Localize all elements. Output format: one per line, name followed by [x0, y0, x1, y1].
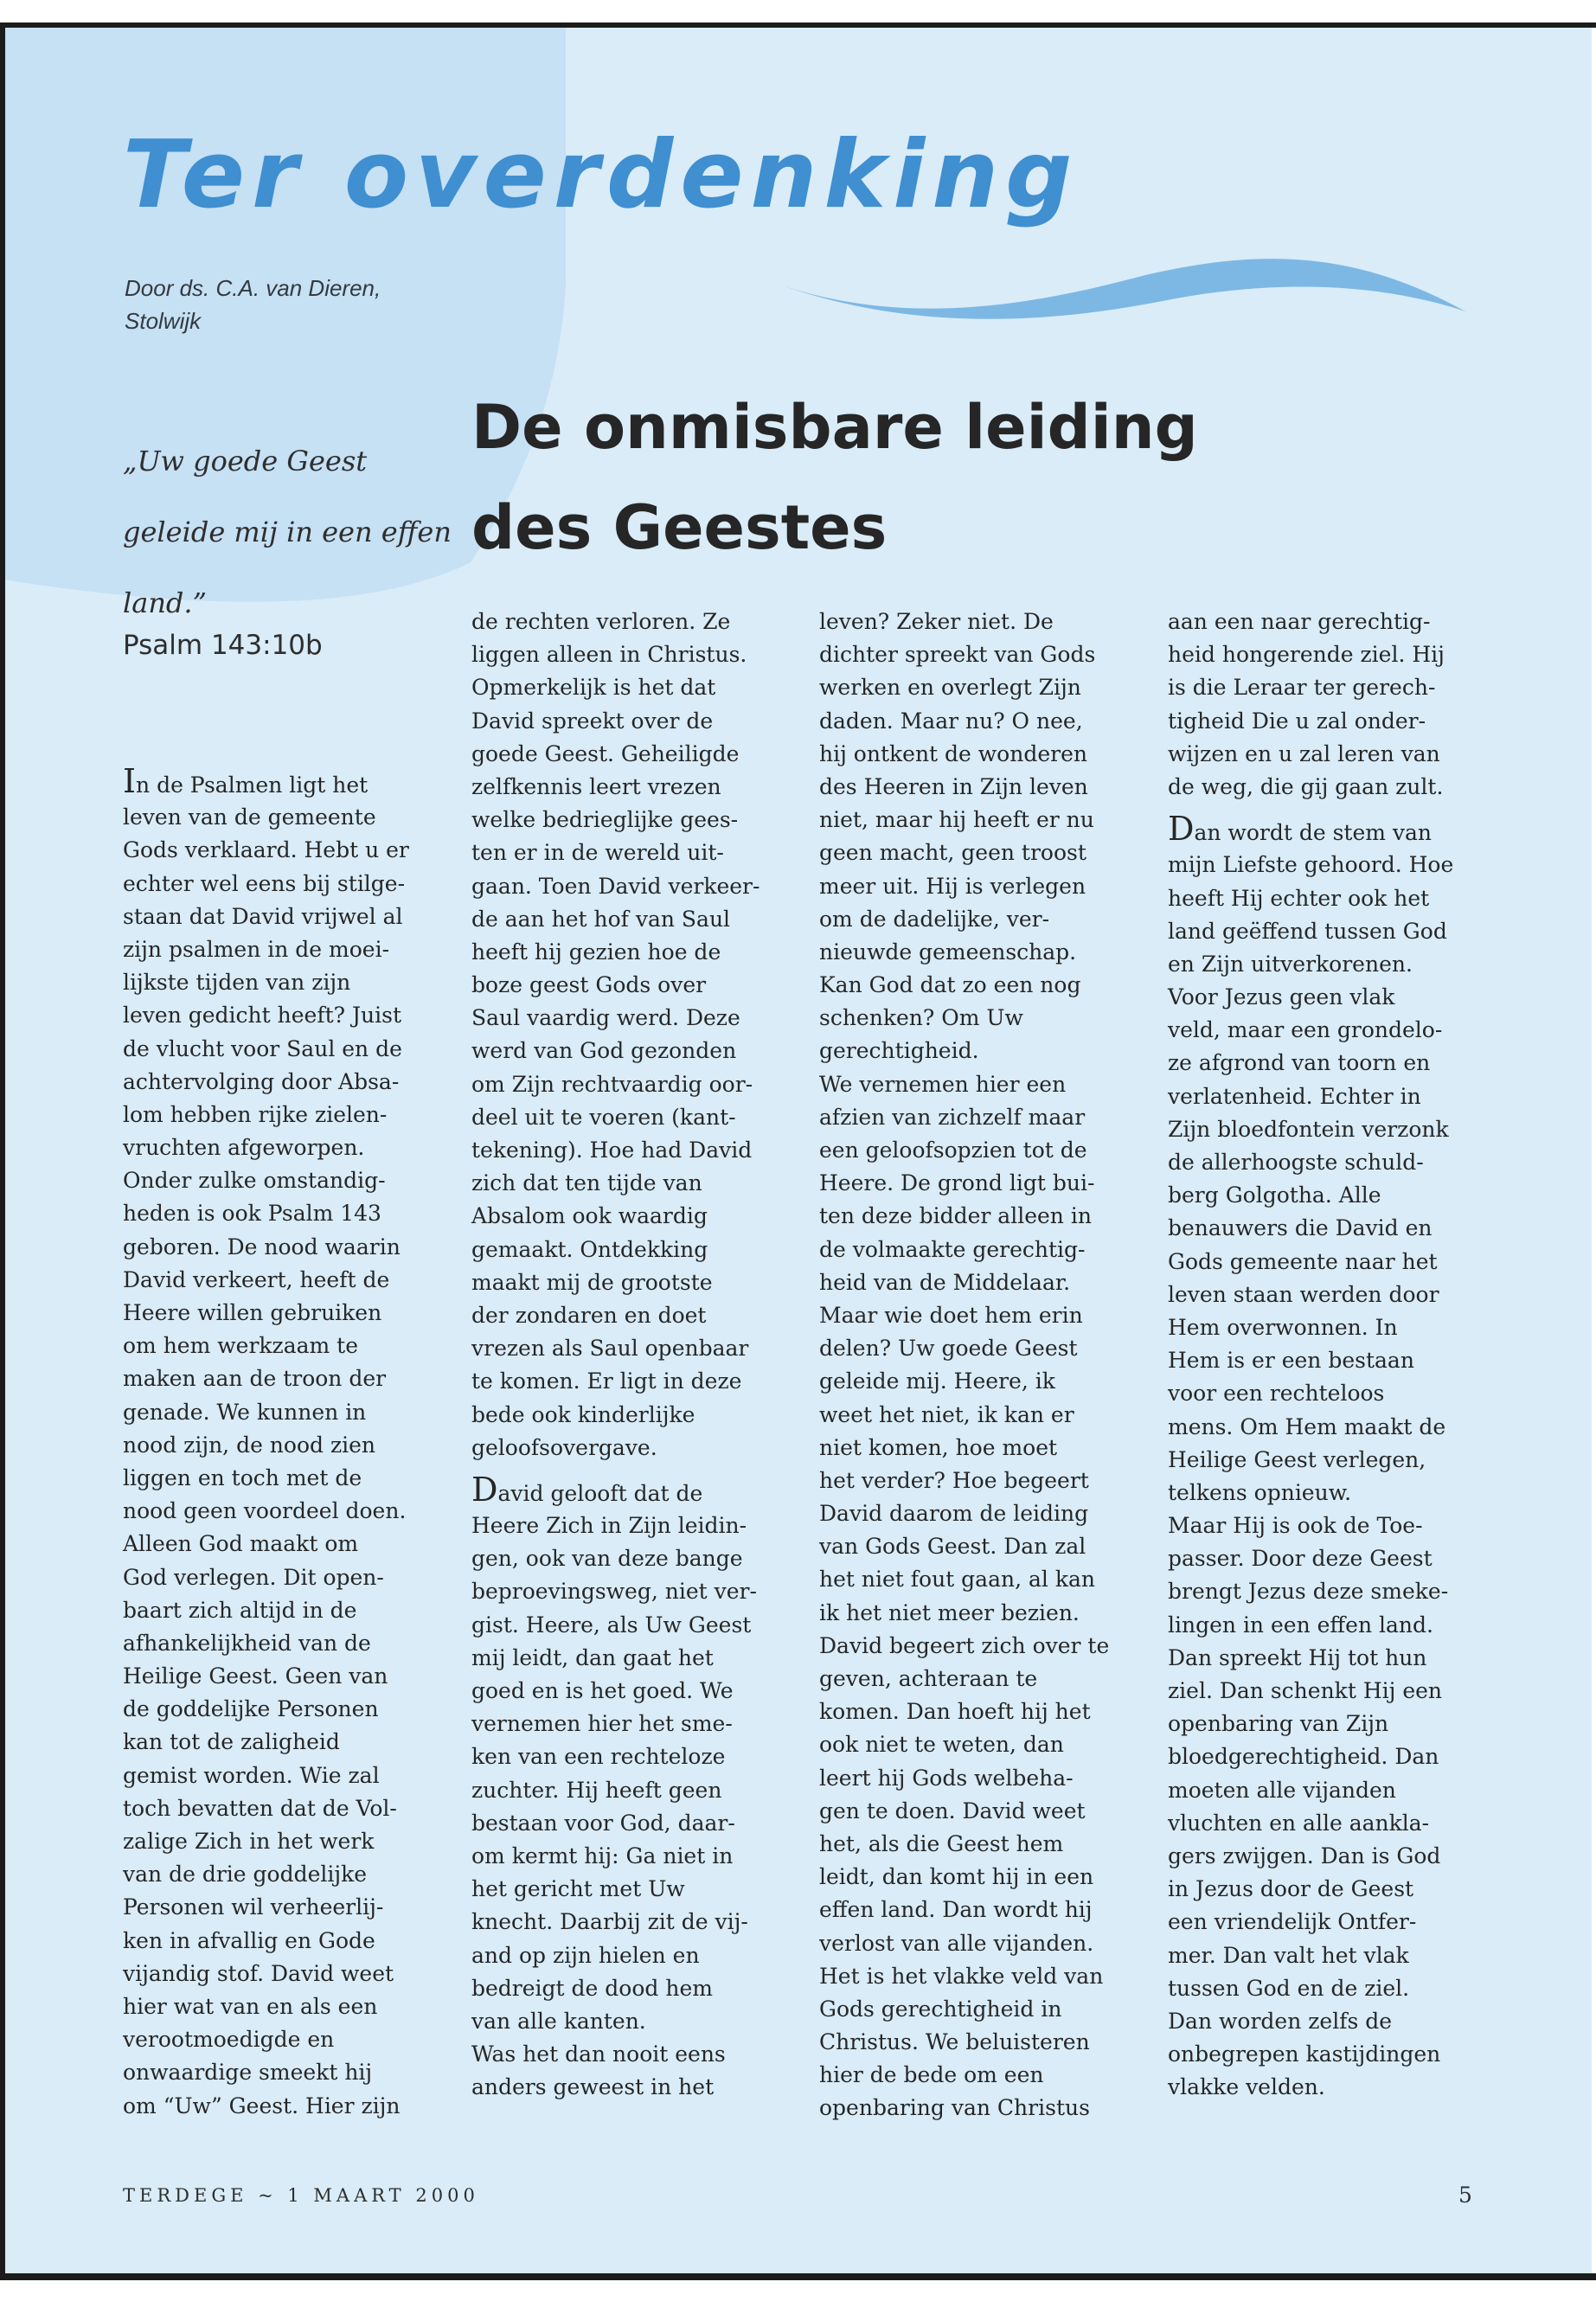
text-line: beproevingsweg, niet ver-: [471, 1579, 757, 1605]
text-line: moeten alle vijanden: [1168, 1777, 1396, 1803]
text-line: gen, ook van deze bange: [471, 1546, 743, 1572]
text-line: David gelooft dat de: [471, 1470, 703, 1509]
text-line: de rechten verloren. Ze: [471, 609, 731, 634]
text-line: verlost van alle vijanden.: [819, 1930, 1094, 1956]
text-line: Heilige Geest verlegen,: [1168, 1446, 1426, 1472]
drop-capital: D: [1168, 810, 1195, 849]
text-line: het niet fout gaan, al kan: [819, 1567, 1095, 1593]
drop-capital: D: [471, 1470, 498, 1509]
text-line: bede ook kinderlijke: [471, 1401, 695, 1427]
text-line: passer. Door deze Geest: [1168, 1546, 1433, 1572]
text-line: geen macht, geen troost: [819, 840, 1086, 866]
text-line: Kan God dat zo een nog: [819, 972, 1081, 998]
article-column-4: [1168, 606, 1512, 2104]
text-line: lom hebben rijke zielen-: [123, 1101, 388, 1127]
text-line: hier wat van en als een: [123, 1993, 378, 2019]
byline-line: Stolwijk: [125, 308, 202, 334]
text-line: niet komen, hoe moet: [819, 1434, 1058, 1460]
text-line: leven gedicht heeft? Juist: [123, 1003, 401, 1029]
text-line: geleide mij. Heere, ik: [819, 1368, 1055, 1394]
text-line: om de dadelijke, ver-: [819, 906, 1050, 932]
text-line: der zondaren en doet: [471, 1302, 707, 1328]
text-line: maken aan de troon der: [123, 1366, 387, 1392]
text-line: boze geest Gods over: [471, 972, 707, 998]
text-line: om kermt hij: Ga niet in: [471, 1843, 734, 1868]
title-line: De onmisbare leiding: [471, 392, 1198, 463]
text-line: openbaring van Christus: [819, 2095, 1090, 2121]
text-line: van Gods Geest. Dan zal: [819, 1534, 1086, 1560]
text-line: brengt Jezus deze smeke-: [1168, 1579, 1449, 1605]
scan-border-left: [0, 22, 5, 2280]
text-line: te komen. Er ligt in deze: [471, 1368, 742, 1394]
text-line: van alle kanten.: [471, 2008, 646, 2034]
quote-line: land.”: [123, 586, 207, 619]
text-line: tigheid Die u zal onder-: [1168, 708, 1426, 734]
text-line: om Zijn rechtvaardig oor-: [471, 1071, 753, 1097]
text-line: Alleen God maakt om: [123, 1531, 359, 1557]
text-line: ken in afvallig en Gode: [123, 1927, 375, 1953]
text-line: leven van de gemeente: [123, 804, 376, 830]
text-line: werken en overlegt Zijn: [819, 675, 1081, 701]
text-line: Voor Jezus geen vlak: [1168, 984, 1395, 1010]
text-line: telkens opnieuw.: [1168, 1479, 1352, 1505]
text-line: verlatenheid. Echter in: [1168, 1083, 1421, 1109]
text-line: en Zijn uitverkorenen.: [1168, 951, 1413, 977]
text-line: bestaan voor God, daar-: [471, 1810, 735, 1836]
text-line: dichter spreekt van Gods: [819, 642, 1096, 668]
text-line: zalige Zich in het werk: [123, 1829, 375, 1854]
text-line: ten er in de wereld uit-: [471, 840, 724, 866]
text-line: niet, maar hij heeft er nu: [819, 807, 1094, 833]
text-line: zijn psalmen in de moei-: [123, 936, 390, 962]
text-line: leert hij Gods welbeha-: [819, 1765, 1074, 1791]
article-column-2: [471, 606, 816, 2104]
quote-line: geleide mij in een effen: [123, 516, 452, 548]
text-line: Het is het vlakke veld van: [819, 1963, 1104, 1989]
text-line: lijkste tijden van zijn: [123, 970, 351, 996]
text-line: onbegrepen kastijdingen: [1168, 2041, 1441, 2067]
text-line: Onder zulke omstandig-: [123, 1168, 386, 1194]
text-line: afzien van zichzelf maar: [819, 1104, 1086, 1130]
text-line: aan een naar gerechtig-: [1168, 609, 1431, 634]
text-line: ook niet te weten, dan: [819, 1732, 1064, 1758]
title-line: des Geestes: [471, 492, 888, 563]
text-line: bloedgerechtigheid. Dan: [1168, 1744, 1439, 1770]
text-line: des Heeren in Zijn leven: [819, 773, 1088, 799]
text-line: Dan worden zelfs de: [1168, 2008, 1393, 2034]
text-line: anders geweest in het: [471, 2074, 715, 2100]
text-line: liggen alleen in Christus.: [471, 642, 747, 668]
text-line: is die Leraar ter gerech-: [1168, 675, 1436, 701]
text-line: Hem overwonnen. In: [1168, 1314, 1398, 1340]
text-line: liggen en toch met de: [123, 1465, 362, 1490]
text-line: Maar wie doet hem erin: [819, 1302, 1083, 1328]
text-line: de allerhoogste schuld-: [1168, 1150, 1424, 1175]
text-line: Personen wil verheerlij-: [123, 1894, 384, 1920]
text-line: heid hongerende ziel. Hij: [1168, 642, 1445, 668]
text-line: Heere willen gebruiken: [123, 1300, 382, 1325]
wave-swoosh: [782, 259, 1465, 319]
footer-publication: TERDEGE ~ 1 MAART 2000: [123, 2185, 479, 2206]
text-line: voor een rechteloos: [1168, 1381, 1385, 1407]
page-number: 5: [1458, 2182, 1472, 2208]
paragraph-gap: [471, 1465, 816, 1477]
text-line: de goddelijke Personen: [123, 1696, 379, 1722]
text-line: Hem is er een bestaan: [1168, 1348, 1414, 1374]
text-line: staan dat David vrijwel al: [123, 903, 403, 929]
text-line: wijzen en u zal leren van: [1168, 740, 1440, 766]
text-line: leven staan werden door: [1168, 1281, 1439, 1307]
text-line: geboren. De nood waarin: [123, 1234, 401, 1259]
text-line: knecht. Daarbij zit de vij-: [471, 1909, 748, 1935]
text-line: bedreigt de dood hem: [471, 1975, 713, 2001]
text-line: om hem werkzaam te: [123, 1333, 359, 1359]
text-line: hier de bede om een: [819, 2062, 1044, 2088]
text-line: heeft hij gezien hoe de: [471, 939, 721, 965]
text-line: openbaring van Zijn: [1168, 1711, 1389, 1737]
text-line: veld, maar een grondelo-: [1168, 1017, 1443, 1043]
text-line: de weg, die gij gaan zult.: [1168, 773, 1444, 799]
quote-line: „Uw goede Geest: [123, 445, 368, 478]
text-line: genade. We kunnen in: [123, 1399, 367, 1425]
text-line: in Jezus door de Geest: [1168, 1876, 1414, 1902]
text-line: zelfkennis leert vrezen: [471, 773, 721, 799]
text-line: and op zijn hielen en: [471, 1942, 700, 1968]
article-title: [471, 377, 1509, 578]
text-line: om “Uw” Geest. Hier zijn: [123, 2093, 401, 2118]
text-line: Gods verklaard. Hebt u er: [123, 837, 409, 863]
text-line: benauwers die David en: [1168, 1215, 1433, 1241]
text-line: ik het niet meer bezien.: [819, 1599, 1080, 1625]
text-line: het, als die Geest hem: [819, 1830, 1064, 1856]
text-line: Gods gemeente naar het: [1168, 1248, 1438, 1274]
text-line: heden is ook Psalm 143: [123, 1201, 381, 1227]
text-line: David verkeert, heeft de: [123, 1266, 390, 1292]
scripture-reference: Psalm 143:10b: [123, 630, 323, 661]
byline-line: Door ds. C.A. van Dieren,: [125, 275, 381, 301]
text-line: berg Golgotha. Alle: [1168, 1183, 1381, 1208]
text-line: het verder? Hoe begeert: [819, 1467, 1089, 1493]
text-line: maakt mij de grootste: [471, 1269, 713, 1295]
text-line: Absalom ook waardig: [471, 1203, 708, 1229]
text-line: mer. Dan valt het vlak: [1168, 1942, 1409, 1968]
scan-border-top: [0, 22, 1596, 28]
text-line: afhankelijkheid van de: [123, 1630, 371, 1656]
text-line: David begeert zich over te: [819, 1632, 1110, 1658]
text-line: een vriendelijk Ontfer-: [1168, 1909, 1417, 1935]
text-line: vernemen hier het sme-: [471, 1711, 733, 1737]
text-line: mijn Liefste gehoord. Hoe: [1168, 852, 1454, 878]
text-line: schenken? Om Uw: [819, 1005, 1023, 1031]
text-line: vlakke velden.: [1168, 2074, 1325, 2100]
text-line: vrezen als Saul openbaar: [471, 1336, 749, 1362]
text-line: ten deze bidder alleen in: [819, 1203, 1092, 1229]
text-line: meer uit. Hij is verlegen: [819, 873, 1086, 899]
text-line: echter wel eens bij stilge-: [123, 870, 406, 896]
text-line: tussen God en de ziel.: [1168, 1975, 1410, 2001]
text-line: werd van God gezonden: [471, 1038, 737, 1064]
text-line: daden. Maar nu? O nee,: [819, 708, 1083, 734]
text-line: David daarom de leiding: [819, 1501, 1089, 1527]
text-line: Heere. De grond ligt bui-: [819, 1170, 1095, 1196]
text-line: In de Psalmen ligt het: [123, 762, 369, 800]
text-line: ze afgrond van toorn en: [1168, 1050, 1431, 1076]
text-line: geloofsovergave.: [471, 1434, 657, 1460]
text-line: mij leidt, dan gaat het: [471, 1644, 714, 1670]
text-line: gemist worden. Wie zal: [123, 1762, 380, 1788]
scripture-quote: [123, 426, 452, 638]
text-line: leven? Zeker niet. De: [819, 609, 1054, 634]
drop-capital: I: [123, 762, 137, 800]
text-line: vijandig stof. David weet: [123, 1960, 394, 1986]
text-line: Dan wordt de stem van: [1168, 810, 1433, 849]
article-column-3: [819, 606, 1163, 2125]
text-line: hij ontkent de wonderen: [819, 740, 1087, 766]
paragraph-gap: [1168, 804, 1512, 816]
text-line: baart zich altijd in de: [123, 1597, 357, 1623]
text-line: kan tot de zaligheid: [123, 1729, 340, 1755]
text-line: een geloofsopzien tot de: [819, 1138, 1087, 1163]
text-line: nood geen voordeel doen.: [123, 1498, 407, 1524]
text-line: weet het niet, ik kan er: [819, 1401, 1074, 1427]
text-line: de vlucht voor Saul en de: [123, 1035, 402, 1061]
text-line: de aan het hof van Saul: [471, 906, 731, 932]
text-line: vluchten en alle aankla-: [1168, 1810, 1430, 1836]
author-byline: [125, 272, 436, 337]
text-line: gemaakt. Ontdekking: [471, 1236, 708, 1262]
text-line: delen? Uw goede Geest: [819, 1336, 1078, 1362]
text-line: deel uit te voeren (kant-: [471, 1104, 736, 1130]
text-line: welke bedrieglijke gees-: [471, 807, 739, 833]
text-line: heid van de Middelaar.: [819, 1269, 1071, 1295]
text-line: goede Geest. Geheiligde: [471, 740, 740, 766]
text-line: komen. Dan hoeft hij het: [819, 1699, 1091, 1725]
text-line: Opmerkelijk is het dat: [471, 675, 716, 701]
section-kicker: Ter overdenking: [123, 121, 1080, 229]
text-line: verootmoedigde en: [123, 2027, 335, 2053]
text-line: ken van een rechteloze: [471, 1744, 726, 1770]
text-line: Gods gerechtigheid in: [819, 1996, 1062, 2022]
text-line: gerechtigheid.: [819, 1038, 979, 1064]
text-line: nood zijn, de nood zien: [123, 1432, 376, 1458]
article-column-1: [123, 762, 467, 2123]
text-line: tekening). Hoe had David: [471, 1138, 753, 1163]
text-line: zuchter. Hij heeft geen: [471, 1777, 722, 1803]
text-line: gaan. Toen David verkeer-: [471, 873, 760, 899]
text-line: land geëffend tussen God: [1168, 918, 1447, 944]
text-line: goed en is het goed. We: [471, 1678, 734, 1703]
text-line: geven, achteraan te: [819, 1666, 1038, 1691]
text-line: Zijn bloedfontein verzonk: [1168, 1116, 1449, 1142]
text-line: Dan spreekt Hij tot hun: [1168, 1644, 1427, 1670]
text-line: David spreekt over de: [471, 708, 714, 734]
text-line: van de drie goddelijke: [123, 1862, 368, 1888]
text-line: gen te doen. David weet: [819, 1798, 1086, 1823]
text-line: mens. Om Hem maakt de: [1168, 1413, 1446, 1439]
text-line: nieuwde gemeenschap.: [819, 939, 1077, 965]
text-line: God verlegen. Dit open-: [123, 1564, 384, 1590]
text-line: Christus. We beluisteren: [819, 2029, 1090, 2055]
text-line: Was het dan nooit eens: [471, 2041, 726, 2067]
text-line: Maar Hij is ook de Toe-: [1168, 1513, 1423, 1539]
text-line: de volmaakte gerechtig-: [819, 1236, 1086, 1262]
text-line: zich dat ten tijde van: [471, 1170, 702, 1196]
text-line: vruchten afgeworpen.: [123, 1135, 365, 1161]
text-line: onwaardige smeekt hij: [123, 2060, 373, 2086]
scan-border-bottom: [0, 2273, 1596, 2280]
text-line: gist. Heere, als Uw Geest: [471, 1612, 752, 1638]
text-line: effen land. Dan wordt hij: [819, 1897, 1093, 1923]
text-line: Heilige Geest. Geen van: [123, 1663, 388, 1689]
text-line: gers zwijgen. Dan is God: [1168, 1843, 1441, 1868]
text-line: Saul vaardig werd. Deze: [471, 1005, 740, 1031]
text-line: achtervolging door Absa-: [123, 1068, 400, 1094]
text-line: toch bevatten dat de Vol-: [123, 1795, 397, 1821]
text-line: het gericht met Uw: [471, 1876, 685, 1902]
text-line: Heere Zich in Zijn leidin-: [471, 1513, 747, 1539]
text-line: heeft Hij echter ook het: [1168, 885, 1430, 911]
text-line: leidt, dan komt hij in een: [819, 1864, 1094, 1890]
text-line: ziel. Dan schenkt Hij een: [1168, 1678, 1443, 1703]
text-line: We vernemen hier een: [819, 1071, 1067, 1097]
text-line: lingen in een effen land.: [1168, 1612, 1433, 1638]
